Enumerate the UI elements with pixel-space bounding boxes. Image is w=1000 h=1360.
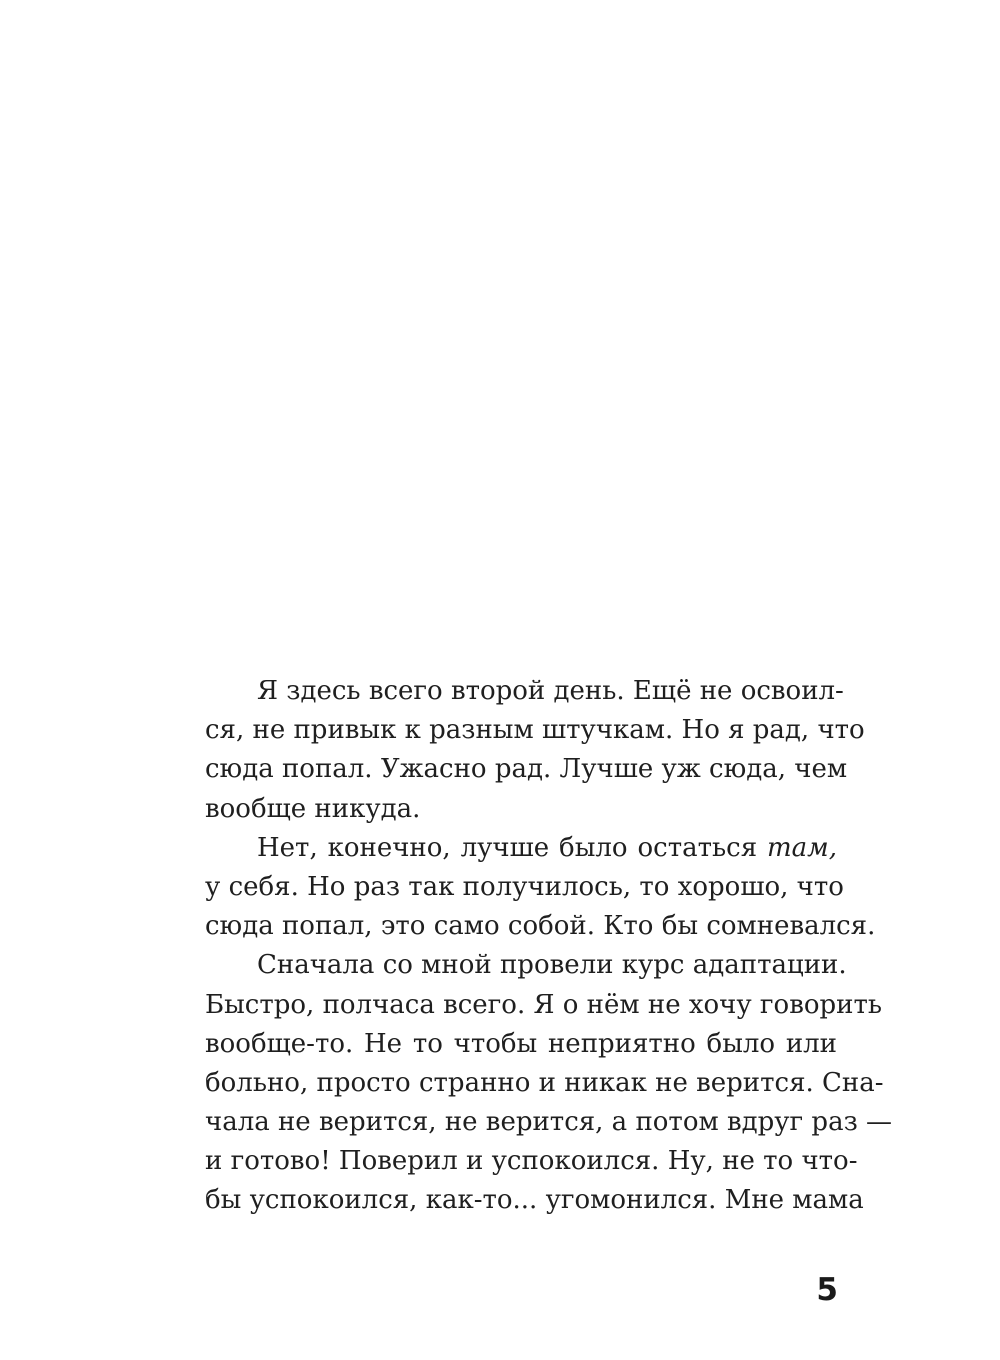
text-line: сюда попал, это само собой. Кто бы сомневался. — [205, 911, 876, 942]
text-run: Нет, конечно, лучше было остаться — [257, 832, 768, 863]
text-line: вообще никуда. — [205, 793, 421, 824]
body-text — [205, 672, 893, 1221]
text-line: чала не верится, не верится, а потом вдруг раз — — [205, 1107, 893, 1138]
text-line — [205, 829, 837, 868]
text-line: ся, не привык к разным штучкам. Но я рад, что — [205, 715, 865, 746]
text-line: и готово! Поверил и успокоился. Ну, не то что- — [205, 1146, 858, 1177]
text-line: у себя. Но раз так получилось, то хорошо, что — [205, 871, 844, 902]
page-number: 5 — [816, 1272, 838, 1308]
text-line: Быстро, полчаса всего. Я о нём не хочу говорить — [205, 989, 882, 1020]
text-line: бы успокоился, как-то... угомонился. Мне мама — [205, 1185, 864, 1216]
emphasis-word: там, — [767, 832, 837, 863]
text-line: Я здесь всего второй день. Ещё не освоил- — [257, 676, 844, 706]
text-line: вообще-то. Не то чтобы неприятно было или — [205, 1028, 837, 1059]
text-line: сюда попал. Ужасно рад. Лучше уж сюда, чем — [205, 754, 848, 785]
text-line: больно, просто странно и никак не верится. Сна- — [205, 1067, 884, 1098]
text-line: Сначала со мной провели курс адаптации. — [257, 950, 847, 981]
